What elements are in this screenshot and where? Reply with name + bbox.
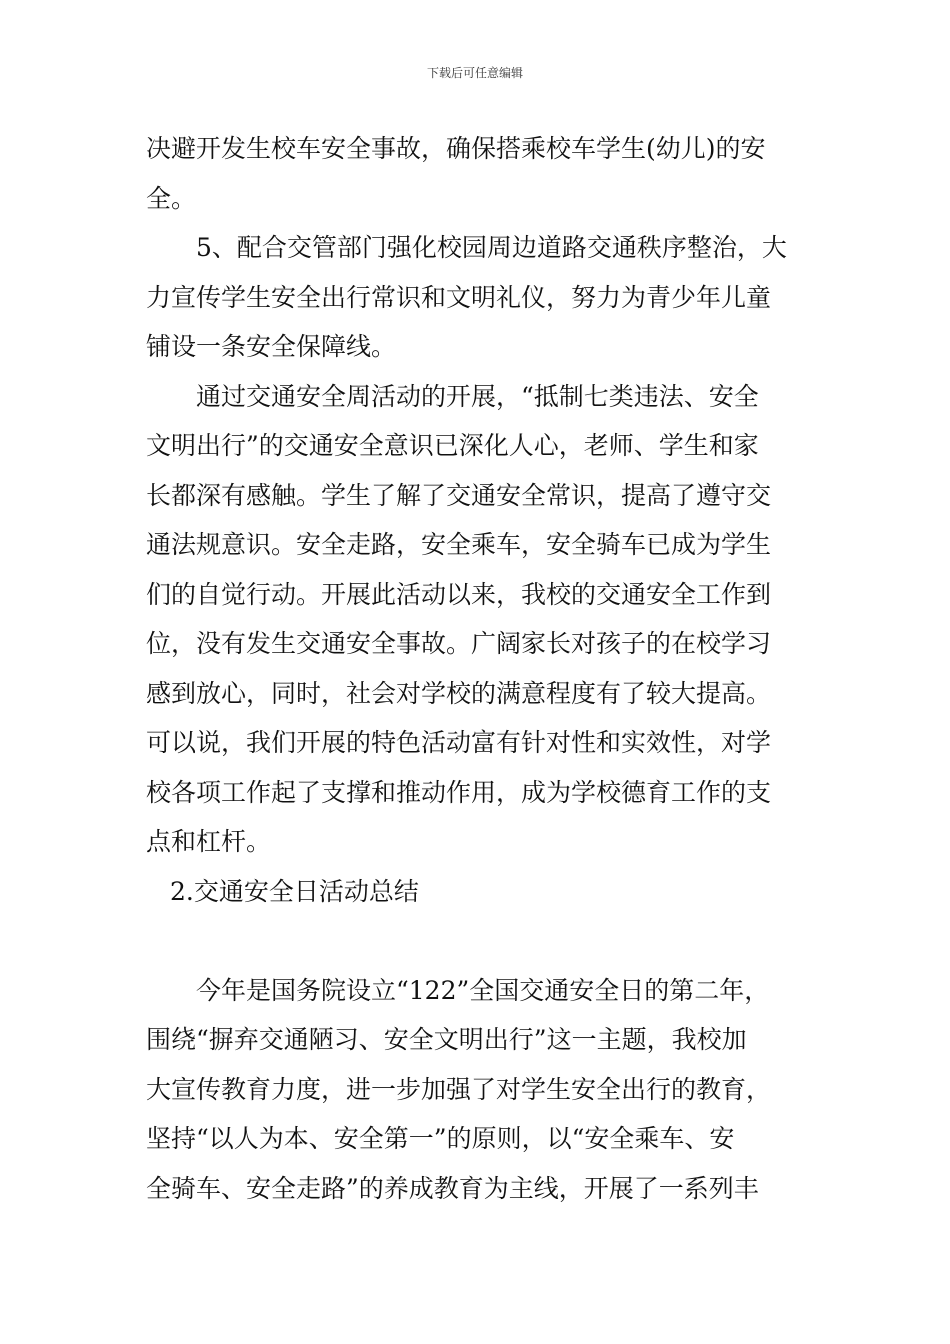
text-line: 长都深有感触。学生了解了交通安全常识，提高了遵守交 — [146, 480, 772, 510]
text-line: 力宣传学生安全出行常识和文明礼仪，努力为青少年儿童 — [146, 282, 772, 312]
text-line: 文明出行”的交通安全意识已深化人心，老师、学生和家 — [146, 431, 759, 460]
text-line: 5、配合交管部门强化校园周边道路交通秩序整治，大 — [196, 233, 787, 262]
text-line: 全骑车、安全走路”的养成教育为主线，开展了一系列丰 — [146, 1173, 759, 1203]
text-line: 全。 — [146, 183, 197, 213]
text-line: 大宣传教育力度，进一步加强了对学生安全出行的教育， — [146, 1074, 772, 1104]
text-line: 通过交通安全周活动的开展，“抵制七类违法、安全 — [196, 381, 759, 411]
text-line: 位，没有发生交通安全事故。广阔家长对孩子的在校学习 — [146, 629, 772, 658]
section-heading: 2.交通安全日活动总结 — [170, 876, 419, 906]
text-line: 通法规意识。安全走路，安全乘车，安全骑车已成为学生 — [146, 530, 772, 559]
text-line: 铺设一条安全保障线。 — [146, 332, 397, 361]
text-line: 点和杠杆。 — [146, 827, 272, 856]
blank-line — [146, 916, 806, 966]
text-line: 坚持“以人为本、安全第一”的原则，以“安全乘车、安 — [146, 1124, 735, 1153]
paragraph-3 — [146, 372, 806, 867]
paragraph-4 — [146, 966, 806, 1214]
text-line: 们的自觉行动。开展此活动以来，我校的交通安全工作到 — [146, 579, 772, 609]
text-line: 可以说，我们开展的特色活动富有针对性和实效性，对学 — [146, 728, 772, 757]
text-line: 围绕“摒弃交通陋习、安全文明出行”这一主题，我校加 — [146, 1025, 747, 1054]
text-line: 决避开发生校车安全事故，确保搭乘校车学生(幼儿)的安 — [146, 134, 766, 163]
text-line: 校各项工作起了支撑和推动作用，成为学校德育工作的支 — [146, 777, 772, 807]
document-body — [146, 124, 806, 1213]
text-line: 感到放心，同时，社会对学校的满意程度有了较大提高。 — [146, 678, 772, 708]
paragraph-2 — [146, 223, 806, 372]
text-line: 今年是国务院设立“122”全国交通安全日的第二年， — [196, 975, 770, 1005]
paragraph-1 — [146, 124, 806, 223]
page-header-note: 下载后可任意编辑 — [426, 66, 523, 80]
